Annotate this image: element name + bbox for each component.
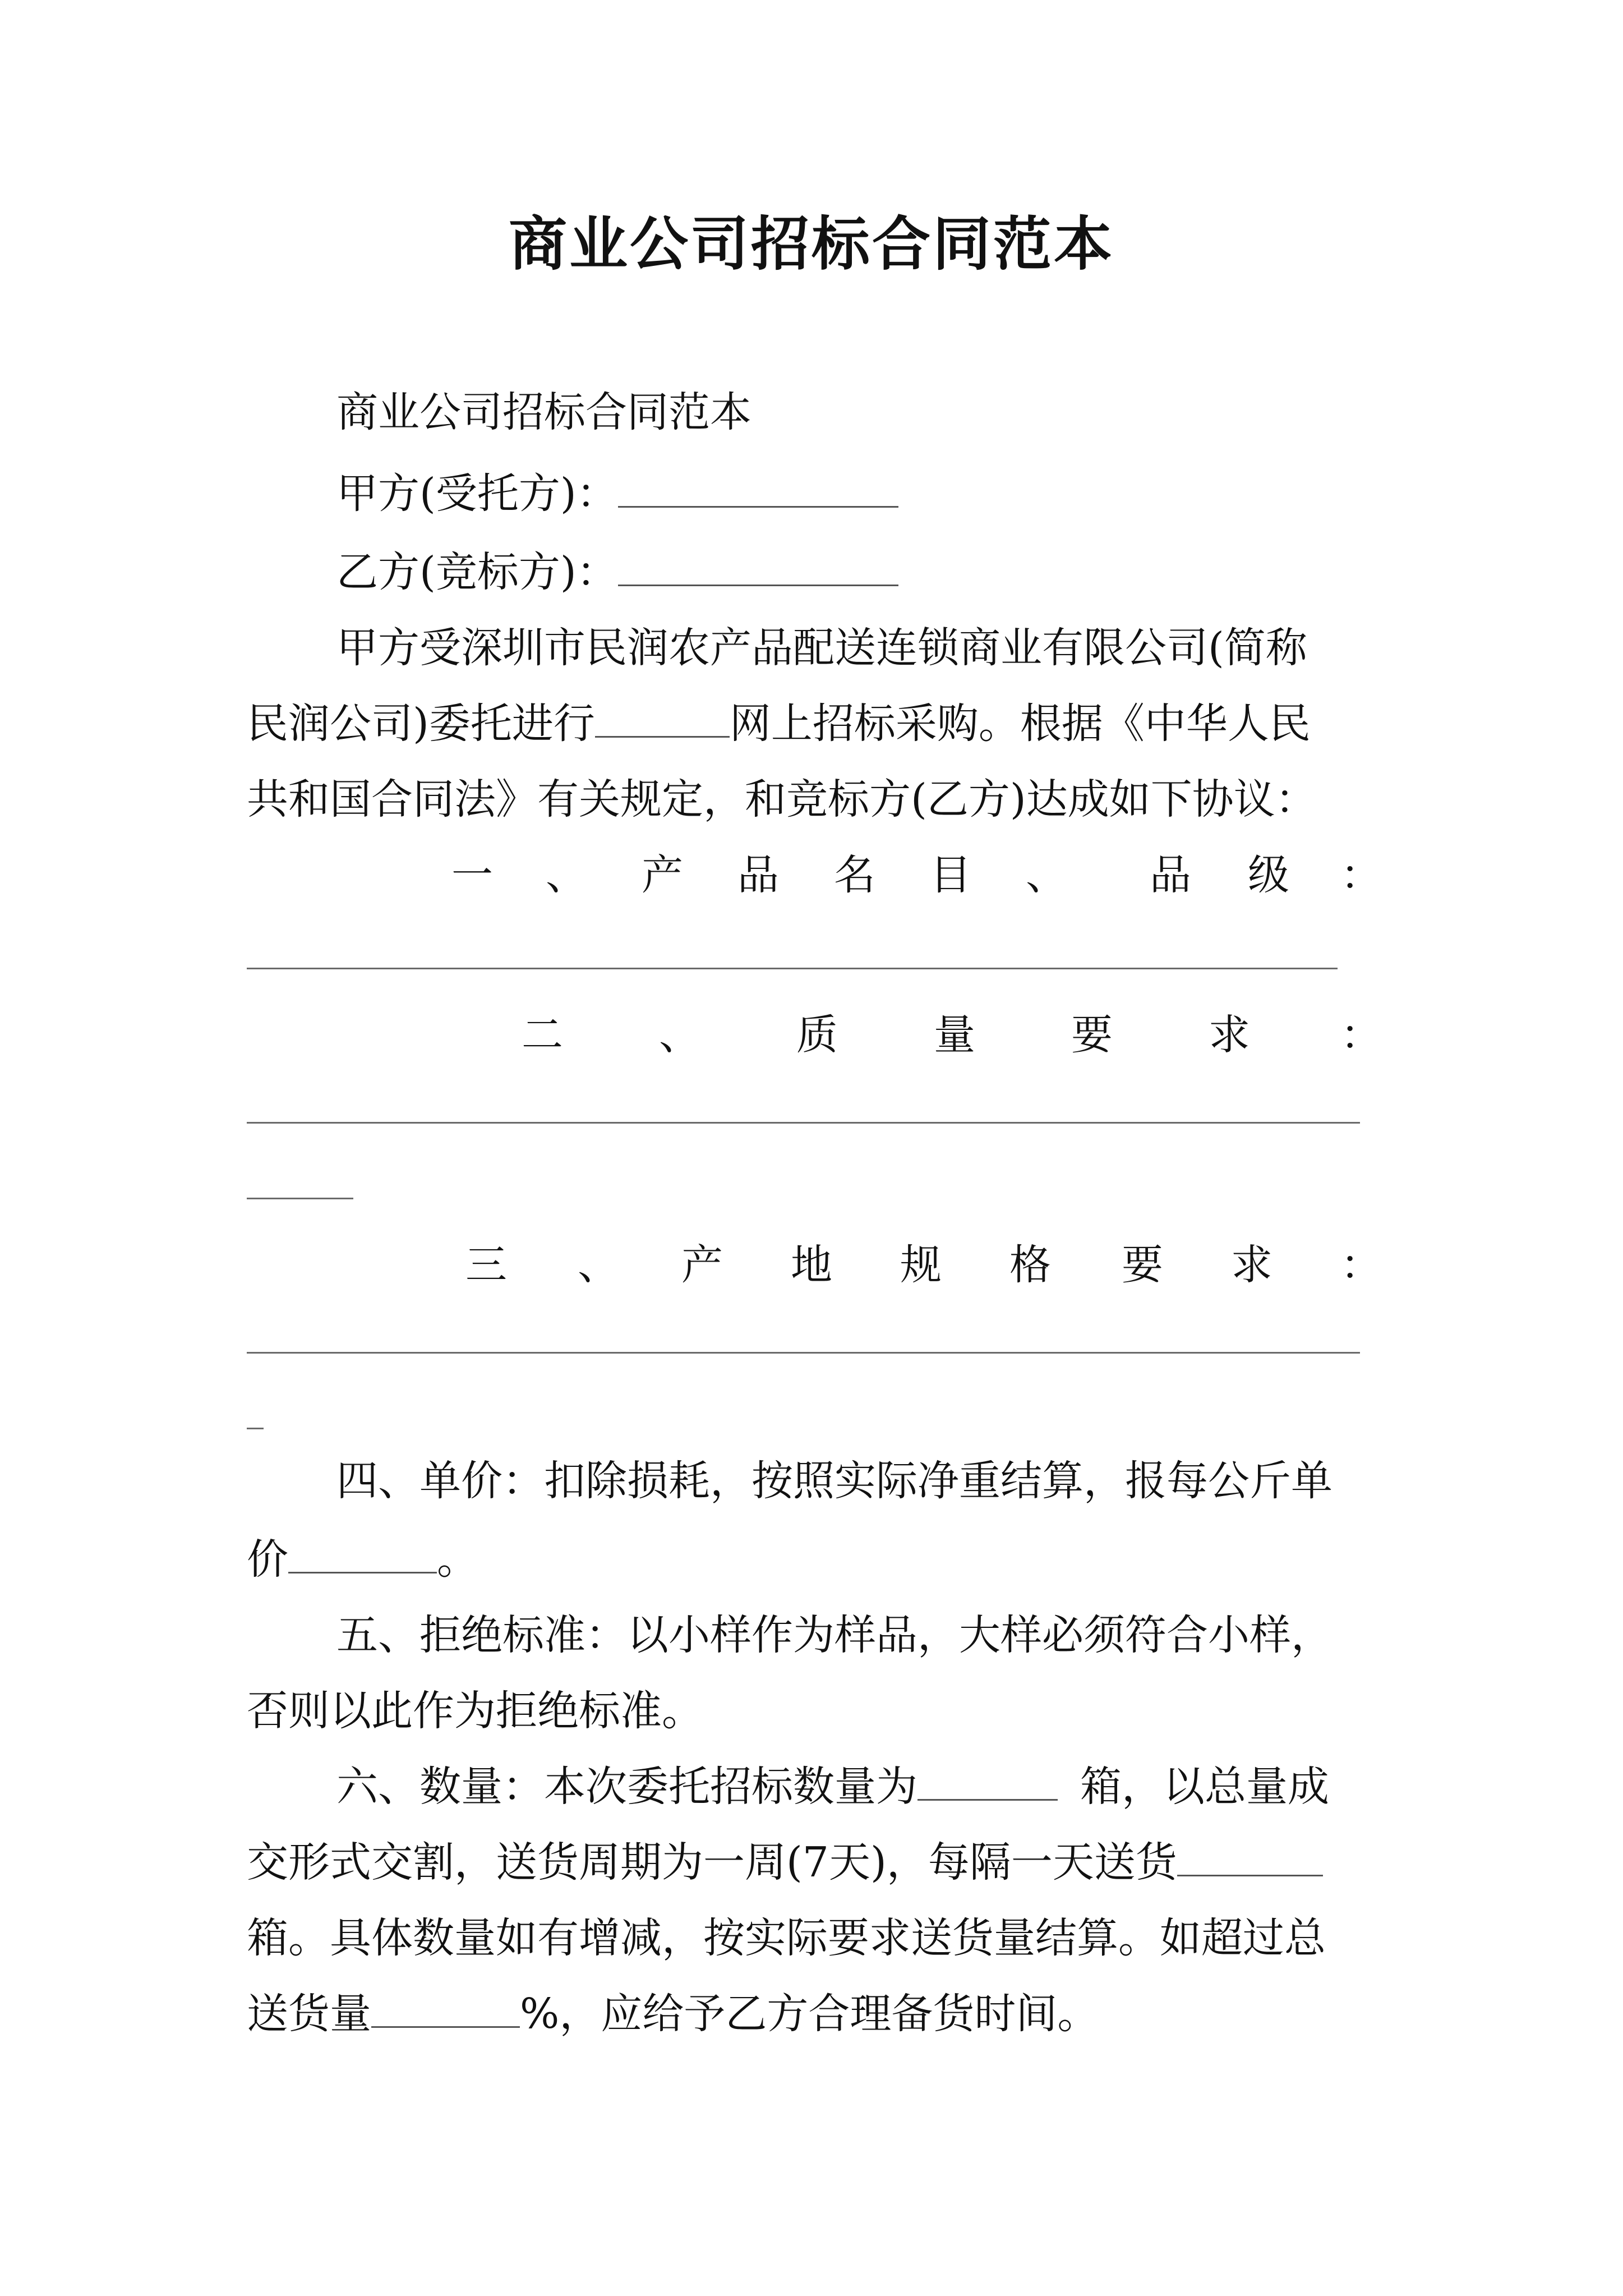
party-a-blank <box>618 467 898 508</box>
section-6-line-4 <box>247 1983 1391 2045</box>
percent-blank <box>371 1987 520 2028</box>
section-1-char: 级 <box>1248 851 1289 899</box>
section-1-char: 目 <box>930 851 971 899</box>
unit-price-blank <box>288 1533 437 1573</box>
section-4-line-1: 四、单价：扣除损耗，按照实际净重结算，报每公斤单 <box>336 1457 1332 1505</box>
section-2-char: ： <box>1340 1011 1382 1059</box>
party-a-label: 甲方(受托方)： <box>336 470 618 518</box>
section-1-char: 品 <box>1150 851 1191 899</box>
intro-line-2 <box>247 693 1391 754</box>
section-2-char: 质 <box>796 1011 838 1059</box>
section-2-blank-continued <box>247 1198 353 1199</box>
section-2-heading <box>247 1004 1382 1066</box>
intro-line-2-end: 网上招标采购。根据《中华人民 <box>729 700 1311 748</box>
section-3-char: 规 <box>900 1241 942 1289</box>
party-b-blank <box>618 545 898 586</box>
section-1-char: 名 <box>834 851 875 899</box>
section-5-line-1: 五、拒绝标准：以小样作为样品，大样必须符合小样， <box>336 1611 1332 1659</box>
section-6-line-2-text: 交形式交割，送货周期为一周(7天)，每隔一天送货 <box>247 1838 1177 1887</box>
section-1-char: 、 <box>546 851 587 899</box>
section-1-char: 品 <box>737 851 779 899</box>
section-5-line-2: 否则以此作为拒绝标准。 <box>247 1687 703 1735</box>
section-4-line-2-start: 价 <box>247 1535 288 1584</box>
quantity-blank <box>917 1760 1058 1801</box>
section-3-heading <box>247 1234 1382 1296</box>
intro-line-1: 甲方受深圳市民润农产品配送连锁商业有限公司(简称 <box>336 624 1307 672</box>
section-1-heading <box>247 844 1382 906</box>
section-6-line-1 <box>336 1756 1391 1818</box>
section-6-line-4-start: 送货量 <box>247 1990 371 2038</box>
section-1-char: 一 <box>451 851 493 899</box>
section-3-char: 要 <box>1122 1241 1163 1289</box>
subtitle: 商业公司招标合同范本 <box>336 388 751 436</box>
section-2-char: 求 <box>1209 1011 1250 1059</box>
section-1-char: 、 <box>1026 851 1067 899</box>
section-3-char: 格 <box>1009 1241 1051 1289</box>
document-title: 商业公司招标合同范本 <box>508 210 1114 278</box>
section-2-blank <box>247 1122 1360 1124</box>
party-b-label: 乙方(竞标方)： <box>336 548 618 596</box>
section-3-char: 地 <box>791 1241 832 1289</box>
section-3-blank <box>247 1352 1360 1354</box>
section-3-char: 产 <box>681 1241 723 1289</box>
section-4-line-2-end: 。 <box>437 1535 478 1584</box>
section-3-char: 三 <box>465 1241 507 1289</box>
section-6-line-1-start: 六、数量：本次委托招标数量为 <box>336 1763 917 1811</box>
section-6-line-4-end: %，应给予乙方合理备货时间。 <box>520 1990 1099 2038</box>
section-1-blank <box>247 968 1338 969</box>
section-3-blank-continued <box>247 1428 264 1429</box>
delivery-blank <box>1177 1835 1323 1876</box>
section-4-line-2 <box>247 1529 1391 1590</box>
section-2-char: 要 <box>1071 1011 1113 1059</box>
party-a-line <box>336 463 1391 524</box>
section-6-line-1-end: 箱，以总量成 <box>1080 1763 1329 1811</box>
section-6-line-2 <box>247 1832 1391 1893</box>
intro-line-2-start: 民润公司)委托进行 <box>247 700 595 748</box>
section-6-line-3: 箱。具体数量如有增减，按实际要求送货量结算。如超过总 <box>247 1914 1326 1962</box>
section-3-char: ： <box>1340 1241 1382 1289</box>
section-1-char: 产 <box>642 851 683 899</box>
intro-line-3: 共和国合同法》有关规定，和竞标方(乙方)达成如下协议： <box>247 775 1317 823</box>
section-3-char: 、 <box>578 1241 619 1289</box>
section-2-char: 、 <box>659 1011 700 1059</box>
section-2-char: 量 <box>934 1011 975 1059</box>
section-2-char: 二 <box>522 1011 563 1059</box>
section-3-char: 求 <box>1231 1241 1272 1289</box>
section-1-char: ： <box>1340 851 1382 899</box>
goods-blank <box>595 697 730 738</box>
party-b-line <box>336 541 1391 603</box>
